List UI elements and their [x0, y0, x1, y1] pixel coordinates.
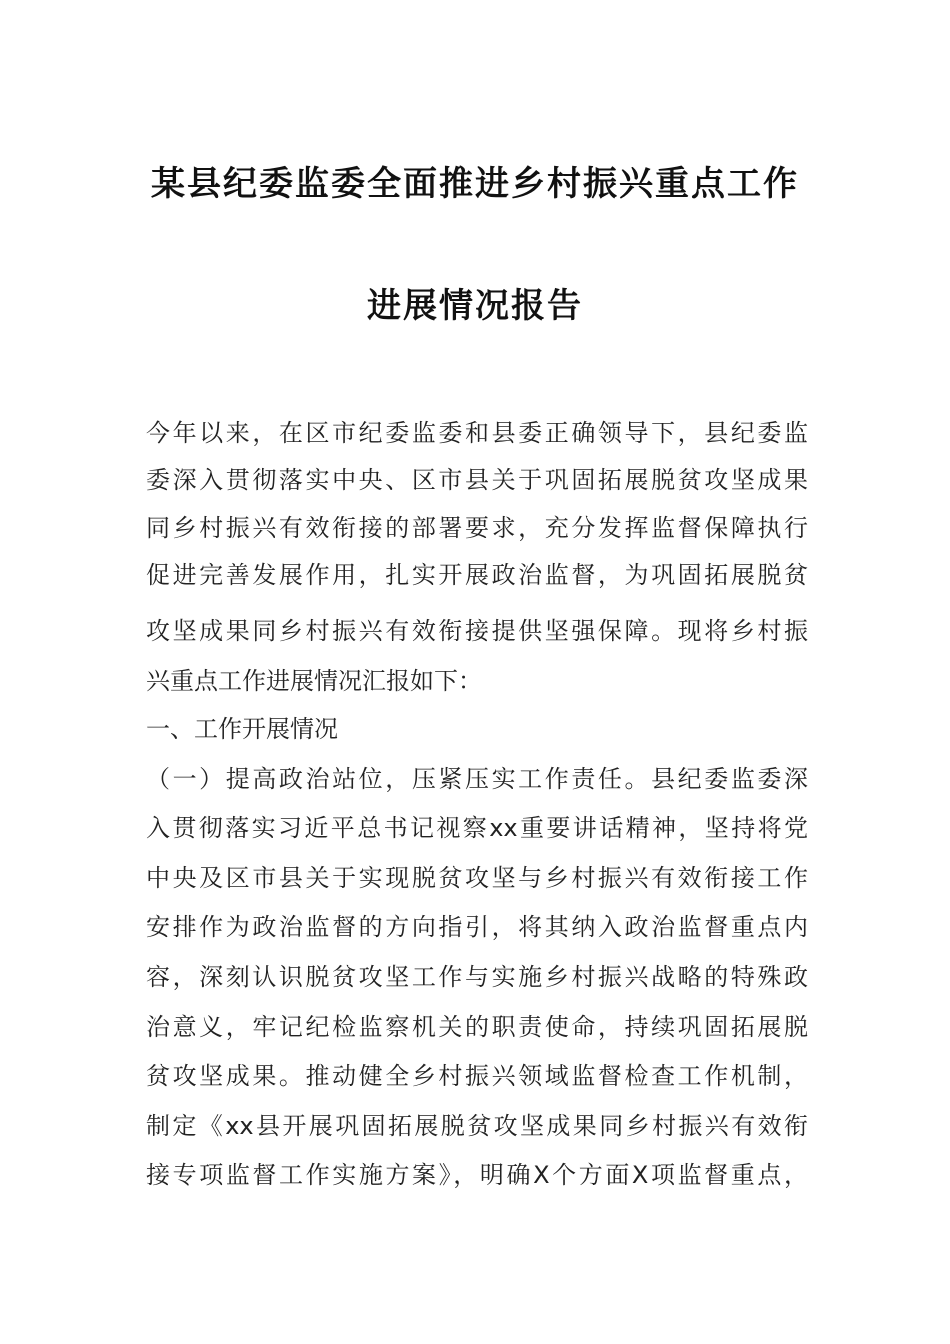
intro-paragraph-line: 委深入贯彻落实中央、区市县关于巩固拓展脱贫攻坚成果 [146, 466, 808, 494]
intro-paragraph-line: 兴重点工作进展情况汇报如下： [146, 667, 482, 695]
section-paragraph-line: 贫攻坚成果。推动健全乡村振兴领域监督检查工作机制， [146, 1062, 808, 1090]
section-paragraph-line: 入贯彻落实习近平总书记视察xx重要讲话精神，坚持将党 [146, 814, 808, 842]
section-paragraph-line: （一）提高政治站位，压紧压实工作责任。县纪委监委深 [146, 765, 808, 793]
section-paragraph-line: 制定《xx县开展巩固拓展脱贫攻坚成果同乡村振兴有效衔 [146, 1112, 808, 1140]
section-paragraph-line: 安排作为政治监督的方向指引，将其纳入政治监督重点内 [146, 913, 808, 941]
document-title-line-2: 进展情况报告 [367, 286, 583, 326]
intro-paragraph-line: 今年以来，在区市纪委监委和县委正确领导下，县纪委监 [146, 419, 808, 447]
intro-paragraph-line: 促进完善发展作用，扎实开展政治监督，为巩固拓展脱贫 [146, 561, 808, 589]
intro-paragraph-line: 同乡村振兴有效衔接的部署要求，充分发挥监督保障执行 [146, 514, 808, 542]
section-paragraph-line: 容，深刻认识脱贫攻坚工作与实施乡村振兴战略的特殊政 [146, 963, 808, 991]
section-paragraph-line: 中央及区市县关于实现脱贫攻坚与乡村振兴有效衔接工作 [146, 864, 808, 892]
section-paragraph-line: 接专项监督工作实施方案》，明确X个方面X项监督重点， [146, 1161, 808, 1189]
document-title-line-1: 某县纪委监委全面推进乡村振兴重点工作 [151, 164, 799, 204]
section-paragraph-line: 治意义，牢记纪检监察机关的职责使命，持续巩固拓展脱 [146, 1013, 808, 1041]
section-heading: 一、工作开展情况 [146, 715, 338, 743]
intro-paragraph-line: 攻坚成果同乡村振兴有效衔接提供坚强保障。现将乡村振 [146, 617, 808, 645]
